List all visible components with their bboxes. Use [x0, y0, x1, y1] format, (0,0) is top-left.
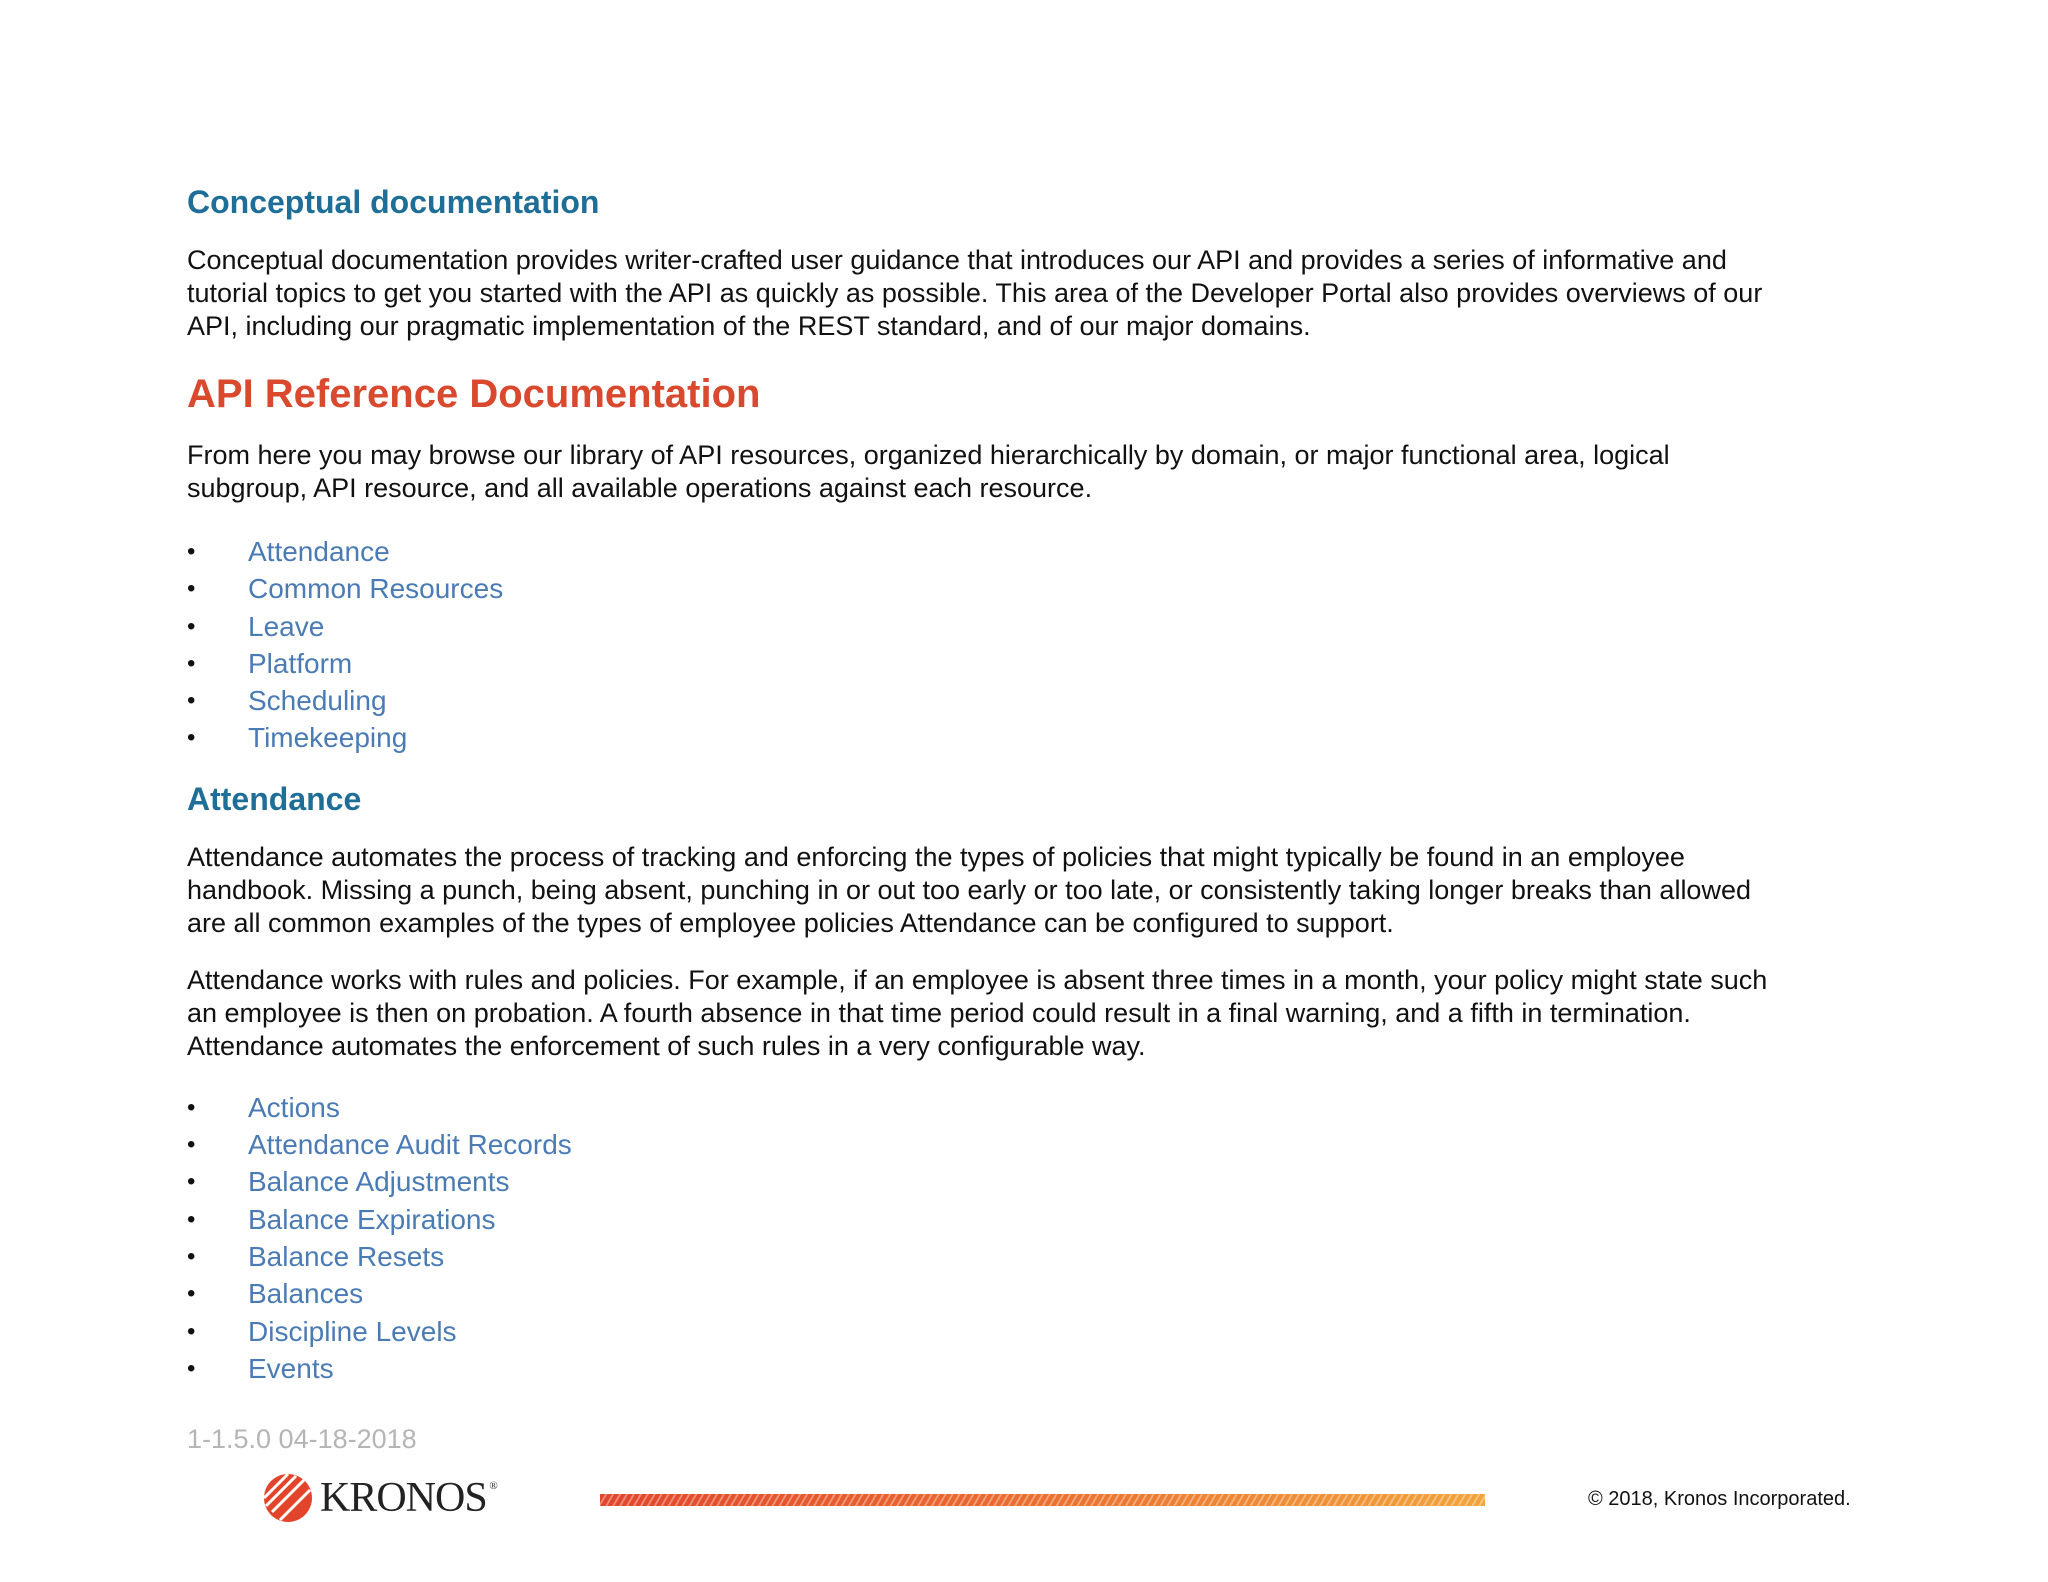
bullet: • — [187, 687, 196, 715]
conceptual-heading: Conceptual documentation — [187, 184, 600, 220]
link-discipline-levels[interactable]: Discipline Levels — [248, 1315, 457, 1347]
link-attendance[interactable]: Attendance — [248, 536, 390, 567]
list-item — [187, 1126, 1867, 1163]
bullet: • — [187, 1242, 196, 1270]
attendance-p1-line-2: handbook. Missing a punch, being absent, punching in or out too early or too late, or consistently taking longer breaks than allowed — [187, 874, 1751, 905]
conceptual-line-1: Conceptual documentation provides writer-crafted user guidance that introduces our API and provides a series of informative and — [187, 245, 1727, 275]
kronos-logo — [262, 1470, 497, 1526]
bullet: • — [187, 1354, 196, 1382]
list-item — [187, 1089, 1867, 1126]
list-item — [187, 1163, 1867, 1200]
footer-version: 1-1.5.0 04-18-2018 — [187, 1424, 417, 1454]
list-item — [187, 608, 1867, 645]
bullet: • — [187, 1168, 196, 1196]
domain-link-list — [187, 533, 1867, 757]
link-leave[interactable]: Leave — [248, 610, 325, 642]
footer-copyright: © 2018, Kronos Incorporated. — [1588, 1488, 1851, 1510]
api-reference-paragraph — [187, 439, 1867, 505]
list-item — [187, 1275, 1867, 1312]
link-balance-adjustments[interactable]: Balance Adjustments — [248, 1166, 510, 1198]
list-item — [187, 645, 1867, 682]
api-reference-line-1: From here you may browse our library of API resources, organized hierarchically by domain, or major functional area, logical — [187, 440, 1670, 470]
footer-gradient-bar — [600, 1494, 1485, 1506]
conceptual-line-3: API, including our pragmatic implementation of the REST standard, and of our major domains. — [187, 311, 1311, 341]
kronos-sun-icon — [262, 1472, 314, 1524]
bullet: • — [187, 1280, 196, 1308]
link-actions[interactable]: Actions — [248, 1091, 340, 1123]
logo-text: KRONOS — [320, 1475, 487, 1521]
conceptual-paragraph — [187, 244, 1867, 343]
attendance-p2-line-3: Attendance automates the enforcement of such rules in a very configurable way. — [187, 1030, 1146, 1061]
attendance-paragraph-1 — [187, 841, 1867, 940]
bullet: • — [187, 538, 196, 565]
list-item — [187, 1350, 1867, 1387]
list-item — [187, 1238, 1867, 1275]
list-item — [187, 1201, 1867, 1238]
link-events[interactable]: Events — [248, 1352, 334, 1384]
link-balance-expirations[interactable]: Balance Expirations — [248, 1203, 496, 1235]
link-common-resources[interactable]: Common Resources — [248, 573, 504, 605]
list-item — [187, 533, 1867, 570]
bullet: • — [187, 612, 196, 640]
attendance-heading: Attendance — [187, 780, 362, 817]
logo-wordmark — [320, 1474, 497, 1522]
bullet: • — [187, 575, 196, 603]
api-reference-heading: API Reference Documentation — [187, 372, 761, 416]
link-platform[interactable]: Platform — [248, 647, 353, 679]
conceptual-line-2: tutorial topics to get you started with the API as quickly as possible. This area of the Developer Portal also provides overviews of our — [187, 278, 1763, 308]
list-item — [187, 1313, 1867, 1350]
page-content — [187, 182, 1867, 1387]
bullet: • — [187, 1317, 196, 1345]
link-balance-resets[interactable]: Balance Resets — [248, 1240, 445, 1272]
registered-mark: ® — [489, 1480, 497, 1492]
list-item — [187, 682, 1867, 719]
bullet: • — [187, 1131, 196, 1159]
api-reference-line-2: subgroup, API resource, and all available operations against each resource. — [187, 473, 1093, 503]
bullet: • — [187, 1093, 196, 1121]
attendance-p2-line-2: an employee is then on probation. A fourth absence in that time period could result in a final warning, and a fifth in termination. — [187, 997, 1691, 1028]
attendance-p1-line-1: Attendance automates the process of tracking and enforcing the types of policies that might typically be found in an employee — [187, 841, 1685, 872]
list-item — [187, 719, 1867, 756]
link-balances[interactable]: Balances — [248, 1278, 364, 1310]
attendance-paragraph-2 — [187, 964, 1867, 1063]
attendance-p2-line-1: Attendance works with rules and policies. For example, if an employee is absent three times in a month, your policy might state such — [187, 964, 1768, 995]
bullet: • — [187, 649, 196, 677]
list-item — [187, 570, 1867, 607]
link-scheduling[interactable]: Scheduling — [248, 685, 387, 717]
link-timekeeping[interactable]: Timekeeping — [248, 722, 408, 754]
link-attendance-audit-records[interactable]: Attendance Audit Records — [248, 1129, 572, 1161]
attendance-p1-line-3: are all common examples of the types of employee policies Attendance can be configured to support. — [187, 907, 1394, 938]
bullet: • — [187, 724, 196, 752]
bullet: • — [187, 1205, 196, 1233]
attendance-link-list — [187, 1089, 1867, 1387]
